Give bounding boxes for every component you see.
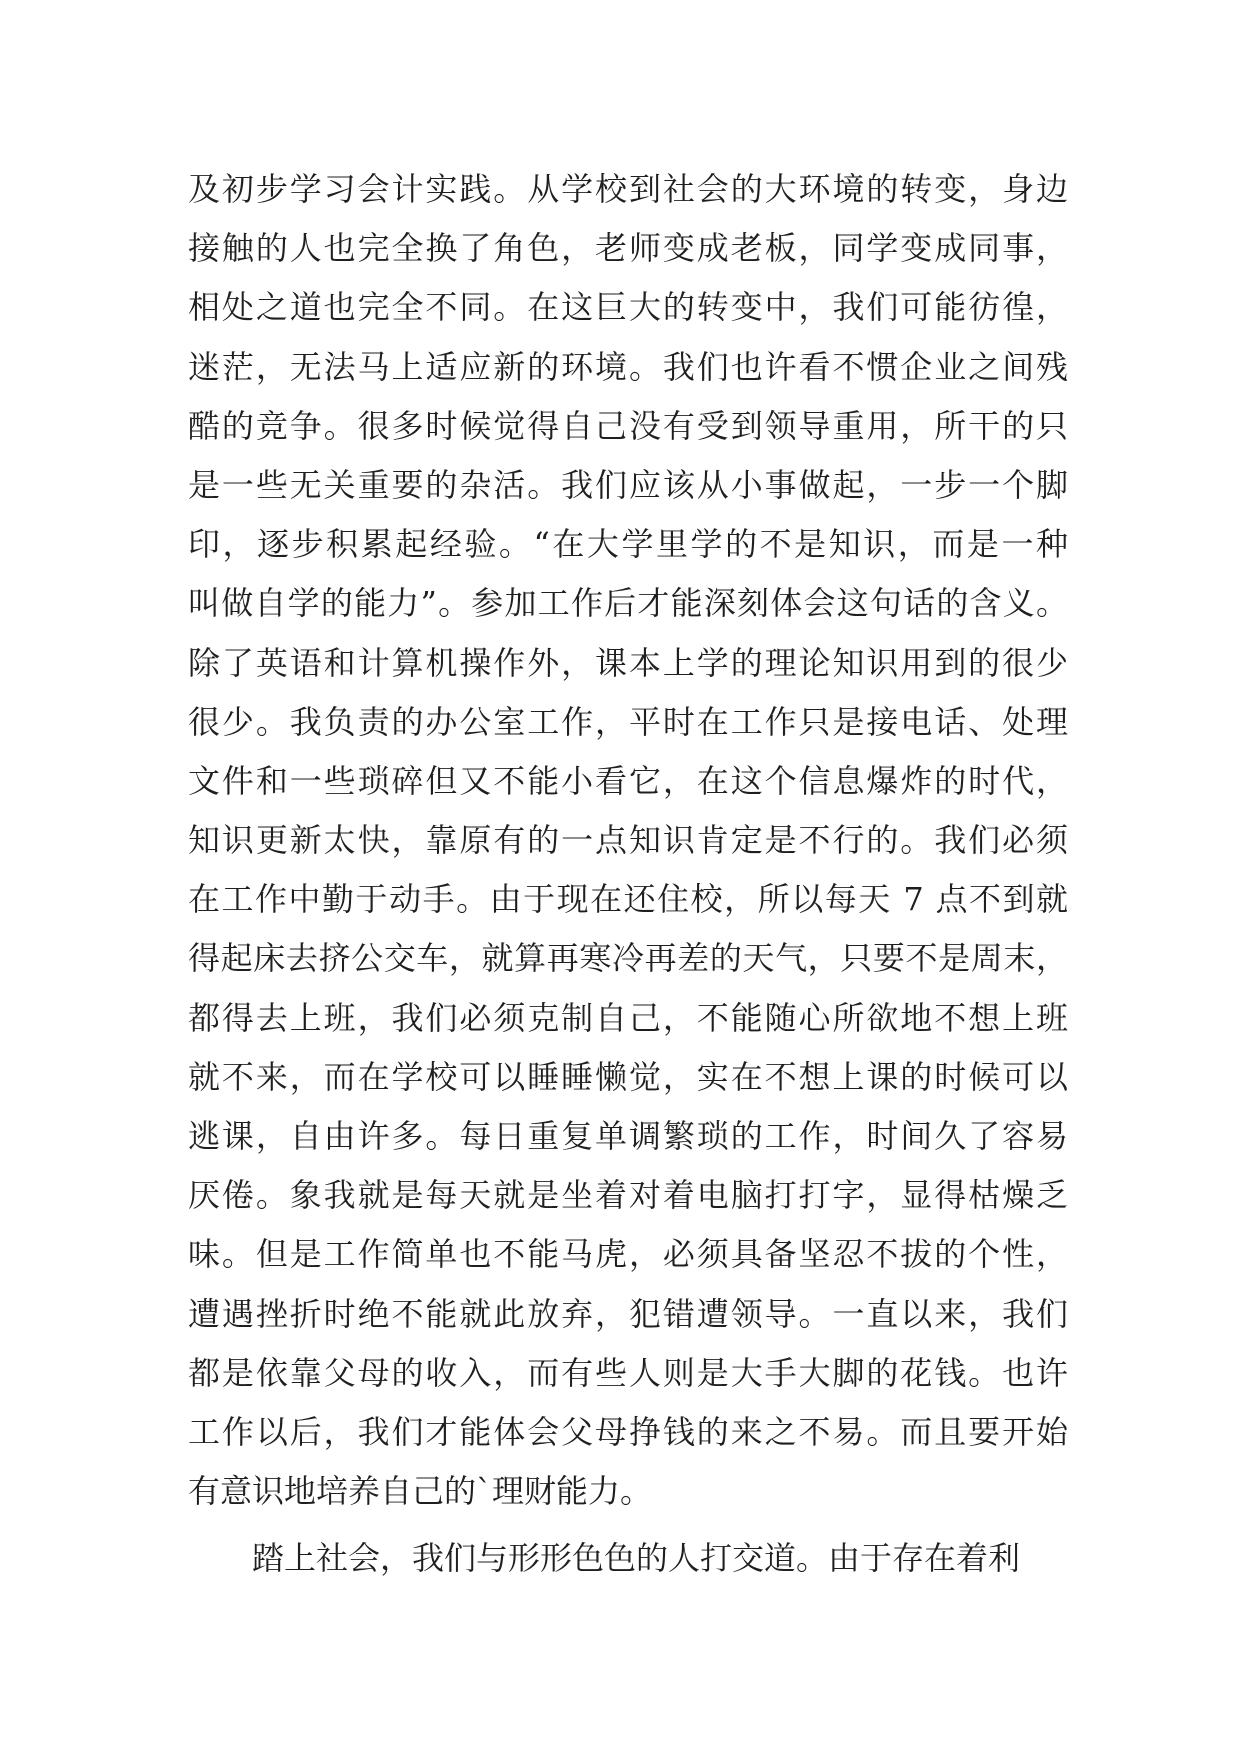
paragraph-gap <box>188 1521 1068 1529</box>
text-line: 是一些无关重要的杂活。我们应该从小事做起，一步一个脚 <box>188 465 1068 504</box>
text-line: 除了英语和计算机操作外，课本上学的理论知识用到的很少 <box>188 643 1068 682</box>
text-line: 遭遇挫折时绝不能就此放弃，犯错遭领导。一直以来，我们 <box>188 1294 1068 1333</box>
text-line: 叫做自学的能力”。参加工作后才能深刻体会这句话的含义。 <box>188 584 1068 623</box>
paragraph-2 <box>188 1529 1068 1588</box>
text-line: 都得去上班，我们必须克制自己，不能随心所欲地不想上班 <box>188 998 1068 1037</box>
text-line: 有意识地培养自己的`理财能力。 <box>188 1472 653 1511</box>
text-line: 厌倦。象我就是每天就是坐着对着电脑打打字，显得枯燥乏 <box>188 1176 1068 1215</box>
text-line: 迷茫，无法马上适应新的环境。我们也许看不惯企业之间残 <box>188 347 1068 386</box>
text-line: 味。但是工作简单也不能马虎，必须具备坚忍不拔的个性， <box>188 1235 1068 1274</box>
text-line: 踏上社会，我们与形形色色的人打交道。由于存在着利 <box>252 1539 1021 1578</box>
text-line: 及初步学习会计实践。从学校到社会的大环境的转变，身边 <box>188 170 1068 208</box>
text-line: 接触的人也完全换了角色，老师变成老板，同学变成同事， <box>188 229 1068 268</box>
text-line: 工作以后，我们才能体会父母挣钱的来之不易。而且要开始 <box>188 1412 1068 1451</box>
text-line: 酷的竞争。很多时候觉得自己没有受到领导重用，所干的只 <box>188 406 1068 445</box>
paragraph-1 <box>188 160 1068 1521</box>
text-line: 逃课，自由许多。每日重复单调繁琐的工作，时间久了容易 <box>188 1117 1068 1155</box>
text-line: 得起床去挤公交车，就算再寒冷再差的天气，只要不是周末， <box>188 939 1068 978</box>
text-line: 文件和一些琐碎但又不能小看它，在这个信息爆炸的时代， <box>188 761 1068 800</box>
text-line: 都是依靠父母的收入，而有些人则是大手大脚的花钱。也许 <box>188 1353 1068 1392</box>
text-line: 知识更新太快，靠原有的一点知识肯定是不行的。我们必须 <box>188 821 1068 860</box>
text-line: 在工作中勤于动手。由于现在还住校，所以每天 7 点不到就 <box>188 880 1068 919</box>
text-line: 相处之道也完全不同。在这巨大的转变中，我们可能彷徨， <box>188 288 1068 327</box>
text-line: 很少。我负责的办公室工作，平时在工作只是接电话、处理 <box>188 702 1068 741</box>
text-line: 就不来，而在学校可以睡睡懒觉，实在不想上课的时候可以 <box>188 1057 1068 1096</box>
body-text <box>188 160 1068 1589</box>
text-line: 印，逐步积累起经验。“在大学里学的不是知识，而是一种 <box>188 525 1068 564</box>
